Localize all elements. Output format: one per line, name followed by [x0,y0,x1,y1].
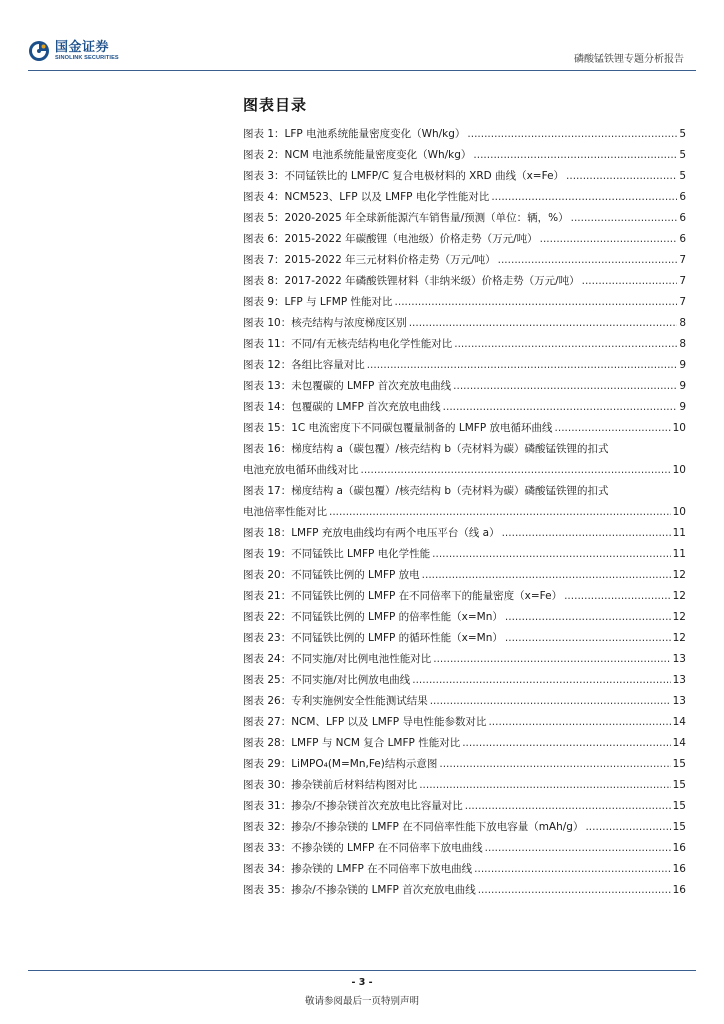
toc-item-page: 14 [672,716,686,729]
toc-leader-dots [502,527,671,540]
toc-item-page: 10 [672,464,686,477]
toc-item-label: 图表 27：NCM、LFP 以及 LMFP 导电性能参数对比 [243,716,487,729]
toc-leader-dots [443,401,678,414]
toc-item-label: 图表 20：不同锰铁比例的 LMFP 放电 [243,569,420,582]
toc-item[interactable] [243,603,686,624]
toc-item[interactable] [243,141,686,162]
toc-item-label: 图表 8：2017-2022 年磷酸铁锂材料（非纳米级）价格走势（万元/吨） [243,275,580,288]
toc-item[interactable] [243,204,686,225]
toc-item-label: 图表 29：LiMPO₄(M=Mn,Fe)结构示意图 [243,758,438,771]
toc-item[interactable] [243,309,686,330]
toc-leader-dots [585,821,670,834]
toc-leader-dots [419,779,670,792]
toc-item-page: 13 [672,653,686,666]
toc-item[interactable] [243,687,686,708]
toc-item-page: 8 [679,317,686,330]
toc-item-label: 图表 34：掺杂镁的 LMFP 在不同倍率下放电曲线 [243,863,473,876]
sinolink-logo-icon [28,40,50,62]
toc-leader-dots [467,128,677,141]
toc-item[interactable] [243,267,686,288]
toc-item[interactable] [243,330,686,351]
toc-item-label: 图表 28：LMFP 与 NCM 复合 LMFP 性能对比 [243,737,461,750]
toc-item[interactable] [243,120,686,141]
toc-item[interactable] [243,162,686,183]
toc-item-label: 图表 4：NCM523、LFP 以及 LMFP 电化学性能对比 [243,191,490,204]
toc-item[interactable] [243,645,686,666]
toc-item-page: 12 [672,569,686,582]
toc-item-page: 15 [672,779,686,792]
toc-item-label: 图表 3：不同锰铁比的 LMFP/C 复合电极材料的 XRD 曲线（x=Fe） [243,170,565,183]
toc-item[interactable] [243,351,686,372]
toc-leader-dots [571,212,678,225]
toc-item-page: 10 [672,506,686,519]
toc-item-label: 电池充放电循环曲线对比 [243,464,359,477]
toc-item-page: 16 [672,863,686,876]
toc-item-first-line: 图表 16：梯度结构 a（碳包覆）/核壳结构 b（壳材料为碳）磷酸锰铁锂的扣式 [243,443,609,456]
toc-item-page: 7 [679,254,686,267]
toc-item-page: 10 [672,422,686,435]
disclaimer-text: 敬请参阅最后一页特别声明 [304,996,419,1007]
toc-item-label: 电池倍率性能对比 [243,506,327,519]
toc-item-label: 图表 5：2020-2025 年全球新能源汽车销售量/预测（单位：辆，%） [243,212,569,225]
toc-item-page: 15 [672,800,686,813]
toc-item-label: 图表 23：不同锰铁比例的 LMFP 的循环性能（x=Mn） [243,632,503,645]
toc-item[interactable] [243,624,686,645]
toc-item-page: 12 [672,590,686,603]
toc-leader-dots [367,359,678,372]
toc-item[interactable] [243,582,686,603]
toc-item-label: 图表 32：掺杂/不掺杂镁的 LMFP 在不同倍率性能下放电容量（mAh/g） [243,821,584,834]
toc-leader-dots [505,611,671,624]
toc-leader-dots [432,548,670,561]
toc-item-page: 5 [679,149,686,162]
toc-item-label: 图表 31：掺杂/不掺杂镁首次充放电比容量对比 [243,800,463,813]
toc-leader-dots [491,191,677,204]
toc-leader-dots [564,590,671,603]
toc-leader-dots [566,170,677,183]
toc-leader-dots [430,695,671,708]
toc-leader-dots [329,506,671,519]
logo-chinese-name: 国金证券 [55,39,110,55]
toc-item-page: 13 [672,674,686,687]
toc-item[interactable] [243,561,686,582]
logo-english-name: SINOLINK SECURITIES [55,54,119,61]
toc-item-page: 16 [672,884,686,897]
toc-item[interactable] [243,666,686,687]
toc-leader-dots [412,674,670,687]
toc-item-label: 图表 15：1C 电流密度下不同碳包覆量制备的 LMFP 放电循环曲线 [243,422,553,435]
page-header [0,0,724,80]
toc-leader-dots [454,338,677,351]
toc-item-label: 图表 30：掺杂镁前后材料结构图对比 [243,779,418,792]
toc-item-label: 图表 18：LMFP 充放电曲线均有两个电压平台（线 a） [243,527,500,540]
toc-item-label: 图表 21：不同锰铁比例的 LMFP 在不同倍率下的能量密度（x=Fe） [243,590,563,603]
toc-item[interactable] [243,834,686,855]
toc-item-label: 图表 22：不同锰铁比例的 LMFP 的倍率性能（x=Mn） [243,611,503,624]
toc-item-page: 9 [679,380,686,393]
toc-item-label: 图表 7：2015-2022 年三元材料价格走势（万元/吨） [243,254,496,267]
toc-leader-dots [474,863,670,876]
toc-item[interactable] [243,393,686,414]
toc-item-page: 7 [679,296,686,309]
toc-item-page: 6 [679,212,686,225]
toc-leader-dots [422,569,671,582]
toc-item[interactable] [243,729,686,750]
toc-item-label: 图表 14：包覆碳的 LMFP 首次充放电曲线 [243,401,441,414]
toc-item-page: 8 [679,338,686,351]
toc-item-page: 5 [679,170,686,183]
toc-item-page: 13 [672,695,686,708]
toc-leader-dots [505,632,671,645]
toc-item-label: 图表 12：各组比容量对比 [243,359,365,372]
toc-item[interactable] [243,414,686,435]
toc-leader-dots [433,653,670,666]
toc-leader-dots [395,296,678,309]
toc-leader-dots [478,884,671,897]
toc-item-label: 图表 26：专利实施例安全性能测试结果 [243,695,428,708]
toc-leader-dots [498,254,678,267]
toc-item-page: 11 [672,527,686,540]
toc-item[interactable] [243,540,686,561]
toc-item[interactable] [243,750,686,771]
toc-item-label: 图表 35：掺杂/不掺杂镁的 LMFP 首次充放电曲线 [243,884,476,897]
toc-item-page: 7 [679,275,686,288]
company-logo [28,40,119,62]
toc-item[interactable] [243,876,686,897]
toc-item[interactable] [243,813,686,834]
toc-item-label: 图表 1：LFP 电池系统能量密度变化（Wh/kg） [243,128,466,141]
toc-leader-dots [409,317,678,330]
toc-item-label: 图表 24：不同实施/对比例电池性能对比 [243,653,432,666]
toc-item-page: 5 [679,128,686,141]
toc-leader-dots [462,737,670,750]
toc-item[interactable] [243,792,686,813]
toc-item-page: 9 [679,401,686,414]
toc-leader-dots [582,275,678,288]
toc-item[interactable] [243,372,686,393]
footer-divider [28,970,696,971]
toc-item[interactable] [243,498,686,519]
toc-item-page: 11 [672,548,686,561]
toc-item-page: 15 [672,758,686,771]
toc-item-page: 12 [672,632,686,645]
toc-item-label: 图表 11：不同/有无核壳结构电化学性能对比 [243,338,453,351]
toc-item-page: 16 [672,842,686,855]
toc-item-label: 图表 25：不同实施/对比例放电曲线 [243,674,411,687]
toc-item[interactable] [243,183,686,204]
toc-item-label: 图表 9：LFP 与 LFMP 性能对比 [243,296,393,309]
toc-leader-dots [473,149,677,162]
toc-item-page: 15 [672,821,686,834]
toc-item[interactable] [243,855,686,876]
toc-leader-dots [540,233,678,246]
toc-item[interactable] [243,708,686,729]
toc-item-label: 图表 2：NCM 电池系统能量密度变化（Wh/kg） [243,149,472,162]
toc-item-label: 图表 33：不掺杂镁的 LMFP 在不同倍率下放电曲线 [243,842,483,855]
toc-item-page: 12 [672,611,686,624]
toc-item[interactable] [243,519,686,540]
toc-item[interactable] [243,456,686,477]
toc-leader-dots [555,422,671,435]
toc-item-label: 图表 13：未包覆碳的 LMFP 首次充放电曲线 [243,380,452,393]
toc-item[interactable] [243,771,686,792]
report-type-label: 磷酸锰铁锂专题分析报告 [574,54,684,65]
toc-title: 图表目录 [243,96,308,114]
toc-item-label: 图表 19：不同锰铁比 LMFP 电化学性能 [243,548,431,561]
toc-leader-dots [485,842,671,855]
toc-item-label: 图表 10：核壳结构与浓度梯度区别 [243,317,407,330]
toc-leader-dots [439,758,670,771]
toc-leader-dots [465,800,671,813]
toc-leader-dots [361,464,671,477]
toc-item-page: 14 [672,737,686,750]
toc-item[interactable] [243,246,686,267]
toc-item[interactable] [243,288,686,309]
page-number: - 3 - [351,977,373,988]
toc-item-page: 6 [679,233,686,246]
toc-item-page: 9 [679,359,686,372]
table-of-figures [243,120,686,897]
toc-item-first-line: 图表 17：梯度结构 a（碳包覆）/核壳结构 b（壳材料为碳）磷酸锰铁锂的扣式 [243,485,609,498]
toc-item[interactable] [243,225,686,246]
toc-leader-dots [453,380,677,393]
toc-item-label: 图表 6：2015-2022 年碳酸锂（电池级）价格走势（万元/吨） [243,233,538,246]
toc-leader-dots [488,716,670,729]
toc-item-page: 6 [679,191,686,204]
header-divider [28,70,696,71]
